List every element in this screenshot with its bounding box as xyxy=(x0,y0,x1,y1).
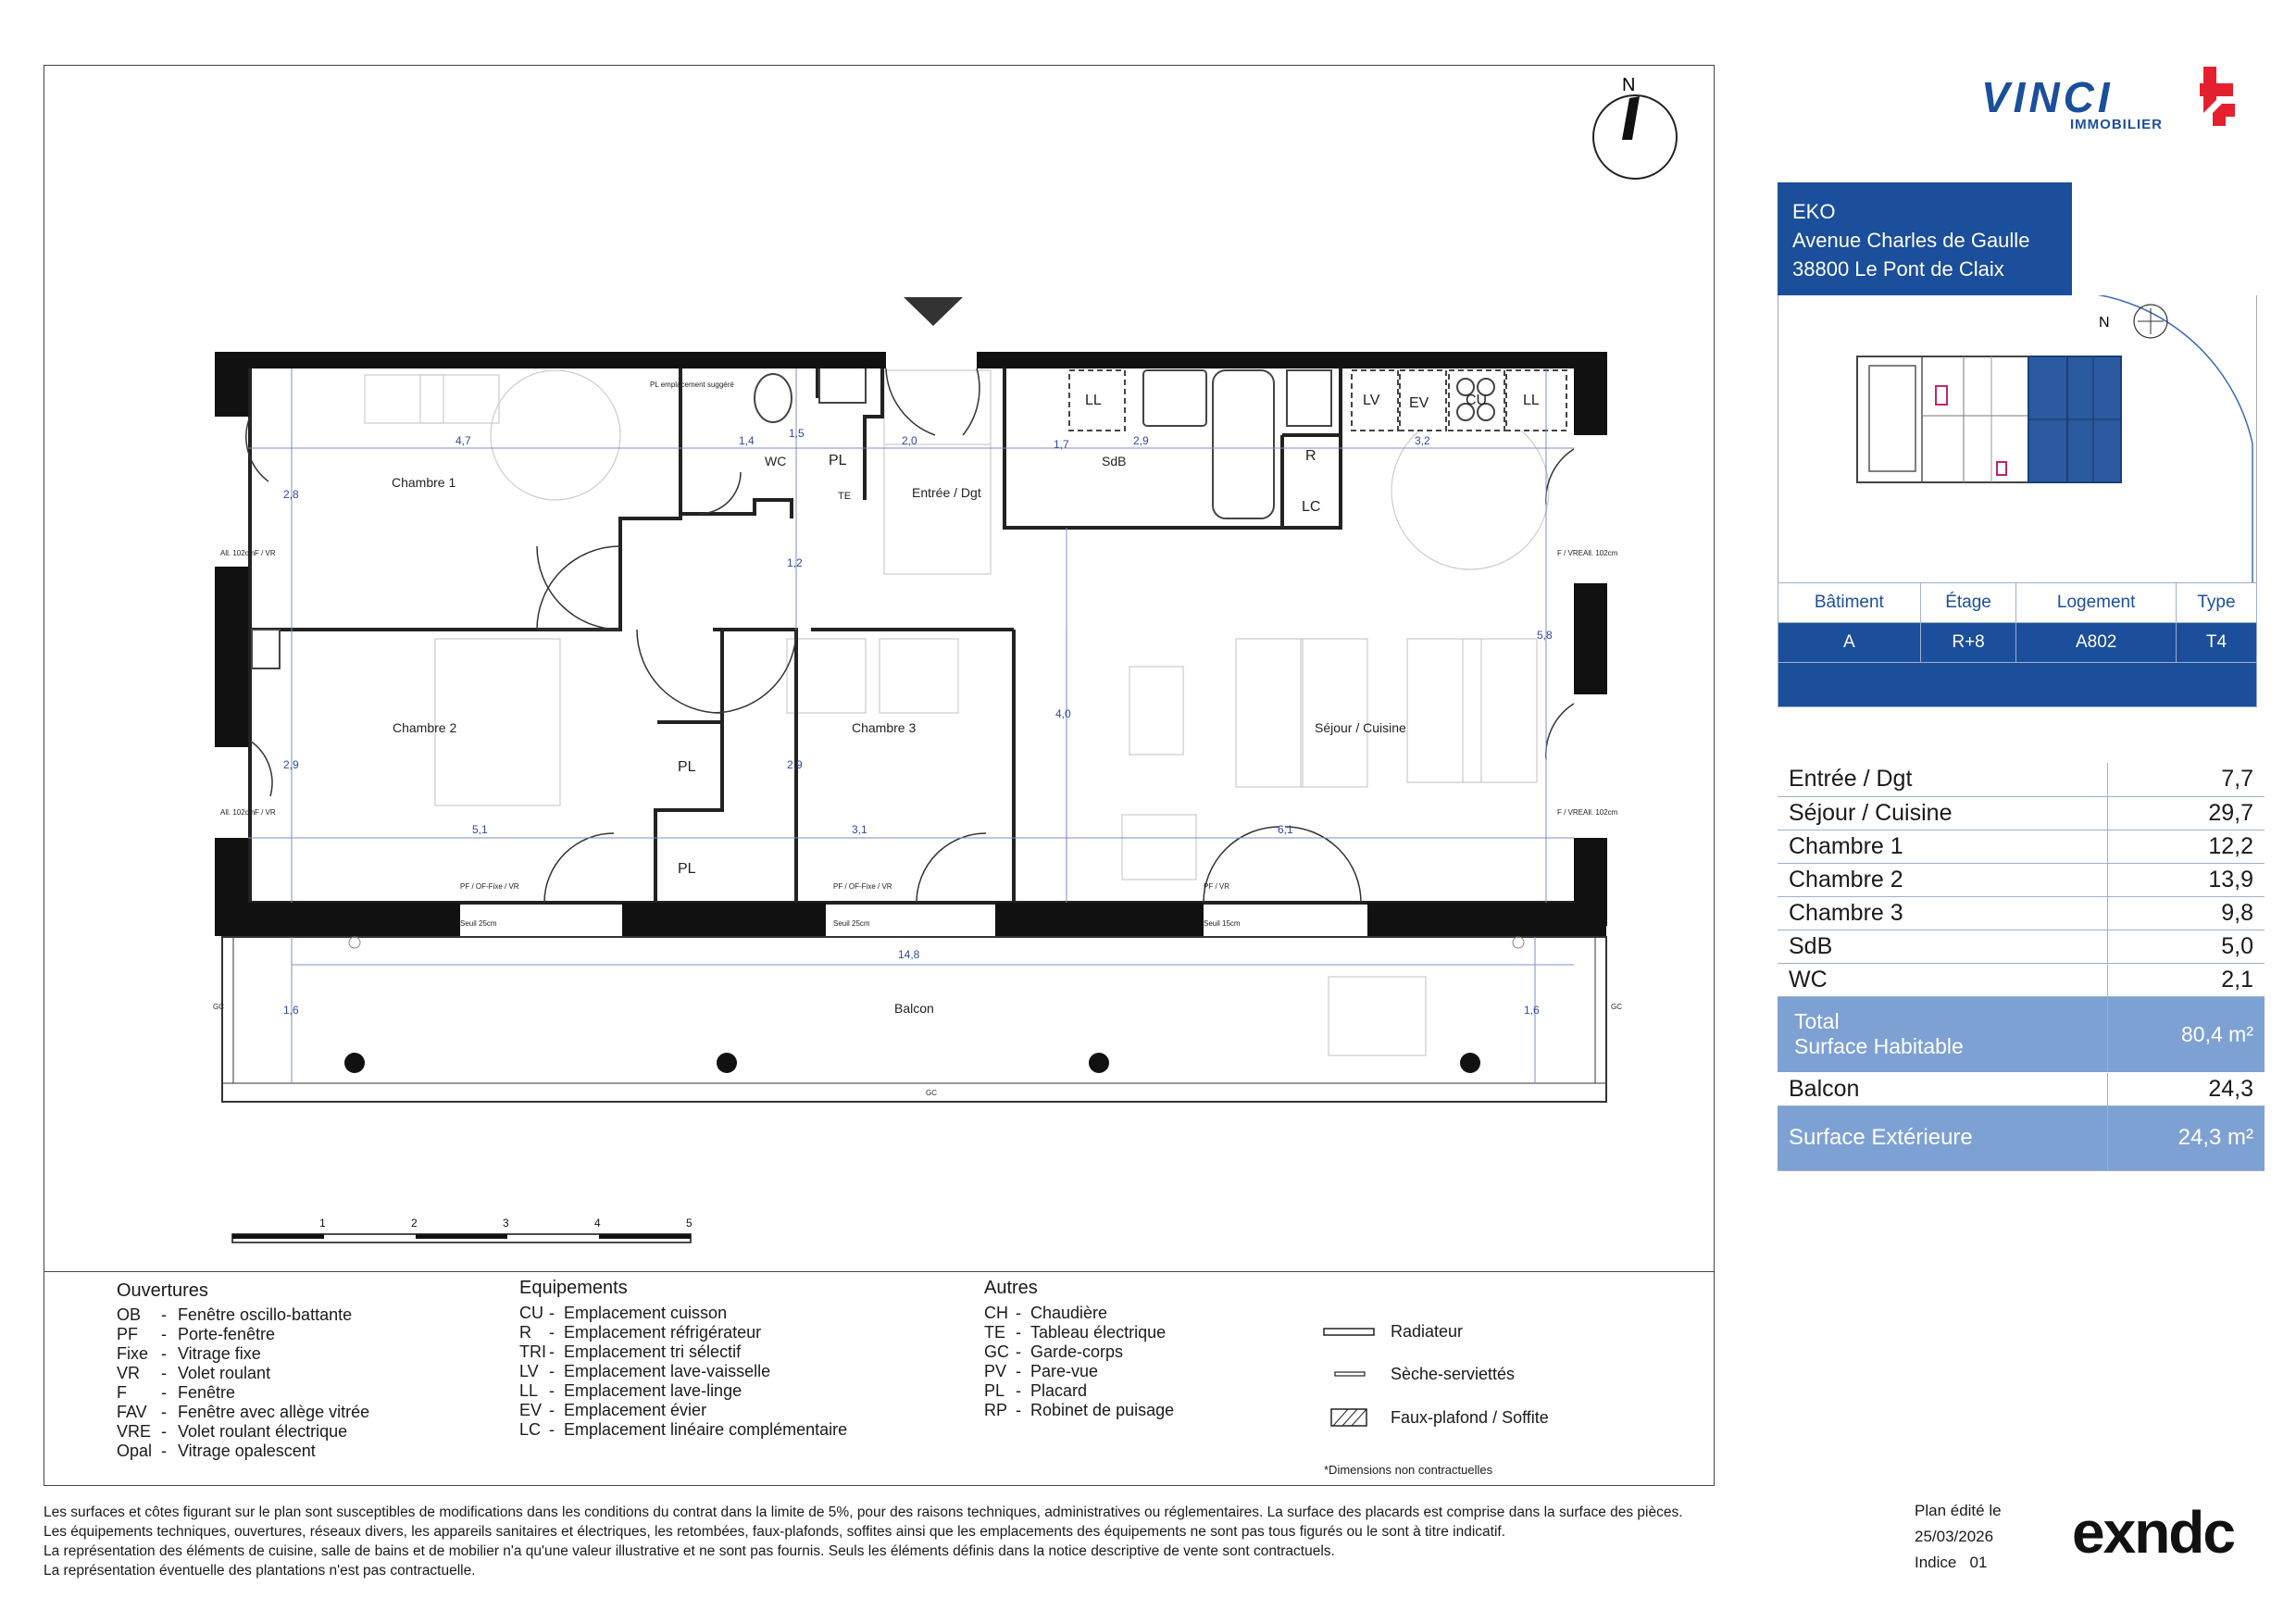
lot-info-value-row xyxy=(1778,623,2257,663)
room-name: Entrée / Dgt xyxy=(1778,763,2108,796)
room-chambre2: Chambre 2 xyxy=(393,720,457,735)
dim-5-8: 5,8 xyxy=(1537,629,1553,642)
legend-ouvertures-title: Ouvertures xyxy=(117,1280,208,1301)
lot-info-blank-row xyxy=(1778,663,2257,707)
legend-code: VRE xyxy=(117,1422,152,1441)
disclaimer xyxy=(44,1503,1895,1580)
placard-note: PL emplacement suggéré xyxy=(650,381,734,389)
legend-item xyxy=(117,1442,369,1461)
agency-logo: exndc xyxy=(2072,1499,2234,1566)
edition-indice xyxy=(1915,1550,2002,1576)
legend-code: CU xyxy=(519,1304,543,1322)
seche-label: Sèche-serviettés xyxy=(1391,1365,1516,1383)
fixture-ev: EV xyxy=(1409,395,1429,411)
dim-2-9-c: 2,9 xyxy=(787,758,803,771)
dim-1-2: 1,2 xyxy=(787,556,803,569)
fixture-lv: LV xyxy=(1363,393,1380,408)
exterior-label: Surface Extérieure xyxy=(1778,1105,2108,1170)
surface-row xyxy=(1778,896,2265,930)
key-plan xyxy=(1778,295,2257,582)
legend-item xyxy=(984,1362,1174,1381)
fixture-pl-3: PL xyxy=(678,861,696,877)
legend-dash: - xyxy=(161,1422,167,1441)
dim-1-7: 1,7 xyxy=(1054,438,1069,451)
legend-desc: Tableau électrique xyxy=(1030,1323,1167,1342)
sill-2: Seuil 25cm xyxy=(833,919,870,928)
legend-dash: - xyxy=(549,1342,555,1361)
room-area: 13,9 xyxy=(2108,863,2265,896)
room-area: 2,1 xyxy=(2108,963,2265,996)
room-area: 9,8 xyxy=(2108,896,2265,930)
indice-value: 01 xyxy=(1969,1554,1988,1571)
lot-info-header-row xyxy=(1778,583,2257,623)
legend-dash: - xyxy=(1016,1381,1021,1400)
legend-autres-list xyxy=(984,1304,1174,1420)
fixture-ll-2: LL xyxy=(1523,393,1540,408)
dim-3-2: 3,2 xyxy=(1415,434,1430,447)
legend-desc: Fenêtre oscillo-battante xyxy=(178,1305,353,1324)
legend-item xyxy=(519,1381,847,1401)
disclaimer-line: La représentation des éléments de cuisine, salle de bains et de mobilier n'a qu'une valeur illustrative et ne sont pas fournis. Seuls les éléments définis dans la notice descriptive de vente sont contractuels. xyxy=(44,1543,1335,1559)
legend-dash: - xyxy=(1016,1323,1021,1342)
room-area: 5,0 xyxy=(2108,930,2265,963)
window-right-2: F / VRE xyxy=(1557,808,1584,817)
room-name: Chambre 1 xyxy=(1778,830,2108,863)
sill-height-right-1: All. 102cm xyxy=(1583,549,1618,557)
legend-desc: Emplacement réfrigérateur xyxy=(564,1323,762,1342)
radiateur-label: Radiateur xyxy=(1391,1322,1464,1341)
balcon-row xyxy=(1778,1072,2265,1105)
legend-desc: Pare-vue xyxy=(1030,1362,1099,1380)
legend-dash: - xyxy=(549,1401,555,1419)
legend-item xyxy=(984,1342,1174,1362)
legend-item xyxy=(984,1304,1174,1323)
legend-item xyxy=(519,1304,847,1323)
dim-6-1: 6,1 xyxy=(1278,823,1293,836)
surface-row xyxy=(1778,863,2265,896)
fixture-lc: LC xyxy=(1302,499,1321,515)
legend-desc: Emplacement tri sélectif xyxy=(564,1342,742,1361)
legend-dash: - xyxy=(161,1305,167,1324)
lot-info-table xyxy=(1778,582,2257,707)
balcon-label: Balcon xyxy=(1778,1072,2108,1105)
furniture-hints xyxy=(365,370,1549,1055)
blank-cell xyxy=(1778,663,2257,707)
room-balcon: Balcon xyxy=(894,1001,934,1016)
sill-3: Seuil 15cm xyxy=(1204,919,1241,928)
scale-2: 2 xyxy=(411,1217,418,1230)
gc-bottom: GC xyxy=(926,1089,937,1097)
scale-bar xyxy=(232,1217,693,1242)
logo-cross-icon xyxy=(2187,63,2242,137)
legend-code: PV xyxy=(984,1362,1007,1380)
legend-item xyxy=(519,1362,847,1381)
dimensions-footnote: *Dimensions non contractuelles xyxy=(1324,1463,1493,1477)
legend-item xyxy=(984,1401,1174,1420)
opening-pf-3: PF / VR xyxy=(1204,882,1230,891)
legend-code: LV xyxy=(519,1362,539,1380)
edition-label: Plan édité le xyxy=(1915,1502,2002,1519)
scale-1: 1 xyxy=(319,1217,326,1230)
legend-code: FAV xyxy=(117,1403,147,1421)
legend-item xyxy=(117,1383,369,1403)
sill-height-left-1: All. 102cm xyxy=(220,549,256,557)
room-area: 29,7 xyxy=(2108,796,2265,830)
legend-code: EV xyxy=(519,1401,543,1419)
legend-dash: - xyxy=(1016,1362,1021,1380)
legend-item xyxy=(117,1344,369,1364)
legend-code: LL xyxy=(519,1381,539,1400)
legend-dash: - xyxy=(161,1344,167,1363)
street-address: Avenue Charles de Gaulle xyxy=(1792,229,2030,252)
dim-14-8: 14,8 xyxy=(898,948,920,961)
north-label: N xyxy=(1622,75,1636,95)
legend-dash: - xyxy=(1016,1342,1021,1361)
opening-pf-2: PF / OF-Fixe / VR xyxy=(833,882,892,891)
sill-1: Seuil 25cm xyxy=(460,919,497,928)
surface-table xyxy=(1778,763,2265,1171)
legend-desc: Robinet de puisage xyxy=(1030,1401,1175,1419)
room-name: SdB xyxy=(1778,930,2108,963)
entrance-marker xyxy=(904,297,963,326)
legend-code: LC xyxy=(519,1420,542,1439)
sill-height-right-2: All. 102cm xyxy=(1583,808,1618,817)
header-batiment: Bâtiment xyxy=(1778,583,1921,623)
legend-code: GC xyxy=(984,1342,1009,1361)
door-swings xyxy=(246,368,1574,903)
legend-item xyxy=(519,1342,847,1362)
legend-desc: Volet roulant électrique xyxy=(178,1422,348,1441)
logo-subtitle: IMMOBILIER xyxy=(2070,117,2163,132)
indice-label: Indice xyxy=(1915,1554,1957,1571)
legend-desc: Fenêtre xyxy=(178,1383,236,1402)
fixture-r: R xyxy=(1305,448,1316,464)
fixture-te: TE xyxy=(838,491,852,502)
towel-dryer-icon xyxy=(1322,1367,1378,1382)
window-right-1: F / VRE xyxy=(1557,549,1584,557)
scale-4: 4 xyxy=(594,1217,601,1230)
dim-1-5: 1,5 xyxy=(789,427,805,440)
room-name: Chambre 2 xyxy=(1778,863,2108,896)
window-left-2: F / VR xyxy=(255,808,276,817)
legend-desc: Emplacement linéaire complémentaire xyxy=(564,1420,848,1439)
room-chambre1: Chambre 1 xyxy=(392,475,456,490)
gc-right: GC xyxy=(1611,1003,1622,1011)
legend-item xyxy=(117,1422,369,1442)
dim-2-0: 2,0 xyxy=(902,434,917,447)
header-logement: Logement xyxy=(2016,583,2176,623)
total-label xyxy=(1778,996,2108,1072)
legend-code: Opal xyxy=(117,1442,153,1460)
room-entree: Entrée / Dgt xyxy=(912,485,981,500)
dim-4-0: 4,0 xyxy=(1055,707,1071,720)
fixtures xyxy=(252,366,1566,668)
legend-radiateur xyxy=(1322,1322,1463,1342)
legend-code: TE xyxy=(984,1323,1006,1342)
dim-2-8: 2,8 xyxy=(283,488,299,501)
legend-desc: Emplacement lave-vaisselle xyxy=(564,1362,771,1380)
legend-dash: - xyxy=(161,1364,167,1382)
surface-row xyxy=(1778,963,2265,996)
legend-code: OB xyxy=(117,1305,142,1324)
dim-3-1: 3,1 xyxy=(852,823,867,836)
value-batiment: A xyxy=(1778,623,1921,663)
legend-desc: Placard xyxy=(1030,1381,1088,1400)
legend-item xyxy=(117,1403,369,1422)
surface-row xyxy=(1778,796,2265,830)
legend-dash: - xyxy=(549,1323,555,1342)
fixture-cu: CU xyxy=(1466,393,1488,408)
total-value: 80,4 m² xyxy=(2108,996,2265,1072)
hatch-icon xyxy=(1322,1407,1378,1428)
dim-4-7: 4,7 xyxy=(455,434,471,447)
legend-desc: Emplacement cuisson xyxy=(564,1304,728,1322)
edition-block xyxy=(1915,1498,2002,1576)
balcony-outline xyxy=(222,937,1606,1102)
legend-code: PF xyxy=(117,1325,139,1343)
legend-item xyxy=(984,1381,1174,1401)
legend-code: RP xyxy=(984,1401,1008,1419)
balcony-lamps xyxy=(349,937,1524,948)
disclaimer-line: Les équipements techniques, ouvertures, réseaux divers, les appareils sanitaires et électriques, les retombées, faux-plafonds, soffites ainsi que les emplacements des équipements ne sont pas tous figurés ou le sont à titre indicatif. xyxy=(44,1524,1506,1540)
address-block xyxy=(1778,182,2072,295)
surface-row xyxy=(1778,763,2265,796)
window-left-1: F / VR xyxy=(255,549,276,557)
exterior-row xyxy=(1778,1105,2265,1170)
legend-seche-serviettes xyxy=(1322,1365,1515,1384)
legend-item xyxy=(117,1305,369,1325)
legend-desc: Vitrage opalescent xyxy=(178,1442,316,1460)
legend-equipements-list xyxy=(519,1304,847,1440)
fixture-pl-1: PL xyxy=(829,453,847,468)
sill-height-left-2: All. 102cm xyxy=(220,808,256,817)
legend-dash: - xyxy=(549,1304,555,1322)
balcony-posts xyxy=(344,1053,1480,1073)
scale-5: 5 xyxy=(686,1217,693,1230)
dim-5-1: 5,1 xyxy=(472,823,488,836)
value-etage: R+8 xyxy=(1920,623,2016,663)
disclaimer-line: La représentation éventuelle des plantations n'est pas contractuelle. xyxy=(44,1563,476,1579)
legend-code: F xyxy=(117,1383,127,1402)
legend-item xyxy=(117,1325,369,1344)
radiator-icon xyxy=(1322,1325,1378,1340)
legend-desc: Chaudière xyxy=(1030,1304,1108,1322)
room-name: Séjour / Cuisine xyxy=(1778,796,2108,830)
dim-1-6-b: 1,6 xyxy=(1524,1004,1540,1017)
value-type: T4 xyxy=(2176,623,2256,663)
legend-item xyxy=(519,1420,847,1440)
legend-dash: - xyxy=(161,1442,167,1460)
opening-pf-1: PF / OF-Fixe / VR xyxy=(460,882,519,891)
legend-desc: Emplacement lave-linge xyxy=(564,1381,742,1400)
room-chambre3: Chambre 3 xyxy=(852,720,917,735)
legend-dash: - xyxy=(549,1420,555,1439)
dim-2-9: 2,9 xyxy=(1133,434,1149,447)
room-name: WC xyxy=(1778,963,2108,996)
balcon-value: 24,3 xyxy=(2108,1072,2265,1105)
legend-faux-plafond xyxy=(1322,1407,1549,1428)
total-row xyxy=(1778,996,2265,1072)
legend-code: PL xyxy=(984,1381,1005,1400)
legend-code: VR xyxy=(117,1364,141,1382)
surface-row xyxy=(1778,830,2265,863)
legend-code: Fixe xyxy=(117,1344,149,1363)
legend-desc: Emplacement évier xyxy=(564,1401,707,1419)
legend-dash: - xyxy=(1016,1401,1021,1419)
legend-equipements-title: Equipements xyxy=(519,1278,628,1298)
room-sejour: Séjour / Cuisine xyxy=(1315,720,1406,735)
dim-1-4: 1,4 xyxy=(739,434,755,447)
fixture-ll-1: LL xyxy=(1085,393,1102,408)
legend-desc: Garde-corps xyxy=(1030,1342,1124,1361)
logo-wordmark: VINCI xyxy=(1981,73,2114,121)
legend-dash: - xyxy=(1016,1304,1021,1322)
header-type: Type xyxy=(2176,583,2256,623)
legend-code: CH xyxy=(984,1304,1008,1322)
city-address: 38800 Le Pont de Claix xyxy=(1792,257,2004,281)
key-plan-drawing xyxy=(1778,295,2258,582)
legend-desc: Volet roulant xyxy=(178,1364,271,1382)
gc-left: GC xyxy=(213,1003,224,1011)
legend-item xyxy=(519,1401,847,1420)
legend-dash: - xyxy=(161,1403,167,1421)
dim-2-9-b: 2,9 xyxy=(283,758,299,771)
edition-date: 25/03/2026 xyxy=(1915,1528,1994,1545)
room-wc: WC xyxy=(765,454,787,468)
faux-label: Faux-plafond / Soffite xyxy=(1391,1407,1549,1427)
header-etage: Étage xyxy=(1920,583,2016,623)
legend-code: TRI xyxy=(519,1342,546,1361)
dim-1-6-a: 1,6 xyxy=(283,1004,299,1017)
room-area: 12,2 xyxy=(2108,830,2265,863)
legend-ouvertures-list xyxy=(117,1305,369,1461)
north-compass xyxy=(1593,75,1677,179)
legend-dash: - xyxy=(549,1362,555,1380)
value-logement: A802 xyxy=(2016,623,2176,663)
legend-code: R xyxy=(519,1323,531,1342)
legend-autres-title: Autres xyxy=(984,1278,1038,1298)
room-area: 7,7 xyxy=(2108,763,2265,796)
room-sdb: SdB xyxy=(1102,454,1127,468)
keyplan-north-label: N xyxy=(2099,315,2110,331)
legend-desc: Porte-fenêtre xyxy=(178,1325,276,1343)
vinci-logo xyxy=(1981,57,2250,141)
project-name: EKO xyxy=(1792,200,1836,223)
legend-dash: - xyxy=(549,1381,555,1400)
surface-row xyxy=(1778,930,2265,963)
legend-desc: Vitrage fixe xyxy=(178,1344,261,1363)
exterior-value: 24,3 m² xyxy=(2108,1105,2265,1170)
room-name: Chambre 3 xyxy=(1778,896,2108,930)
fixture-pl-2: PL xyxy=(678,759,696,775)
total-label-1: Total xyxy=(1794,1009,1840,1033)
legend-dash: - xyxy=(161,1383,167,1402)
legend-item xyxy=(984,1323,1174,1342)
legend-desc: Fenêtre avec allège vitrée xyxy=(178,1403,370,1421)
legend-dash: - xyxy=(161,1325,167,1343)
scale-3: 3 xyxy=(503,1217,509,1230)
total-label-2: Surface Habitable xyxy=(1794,1034,1964,1058)
disclaimer-line: Les surfaces et côtes figurant sur le plan sont susceptibles de modifications dans les conditions du contrat dans la limite de 5%, pour des raisons techniques, administratives ou réglementaires. La surface des placards est comprise dans la surface des pièces. xyxy=(44,1504,1683,1520)
legend-item xyxy=(519,1323,847,1342)
legend-item xyxy=(117,1364,369,1383)
